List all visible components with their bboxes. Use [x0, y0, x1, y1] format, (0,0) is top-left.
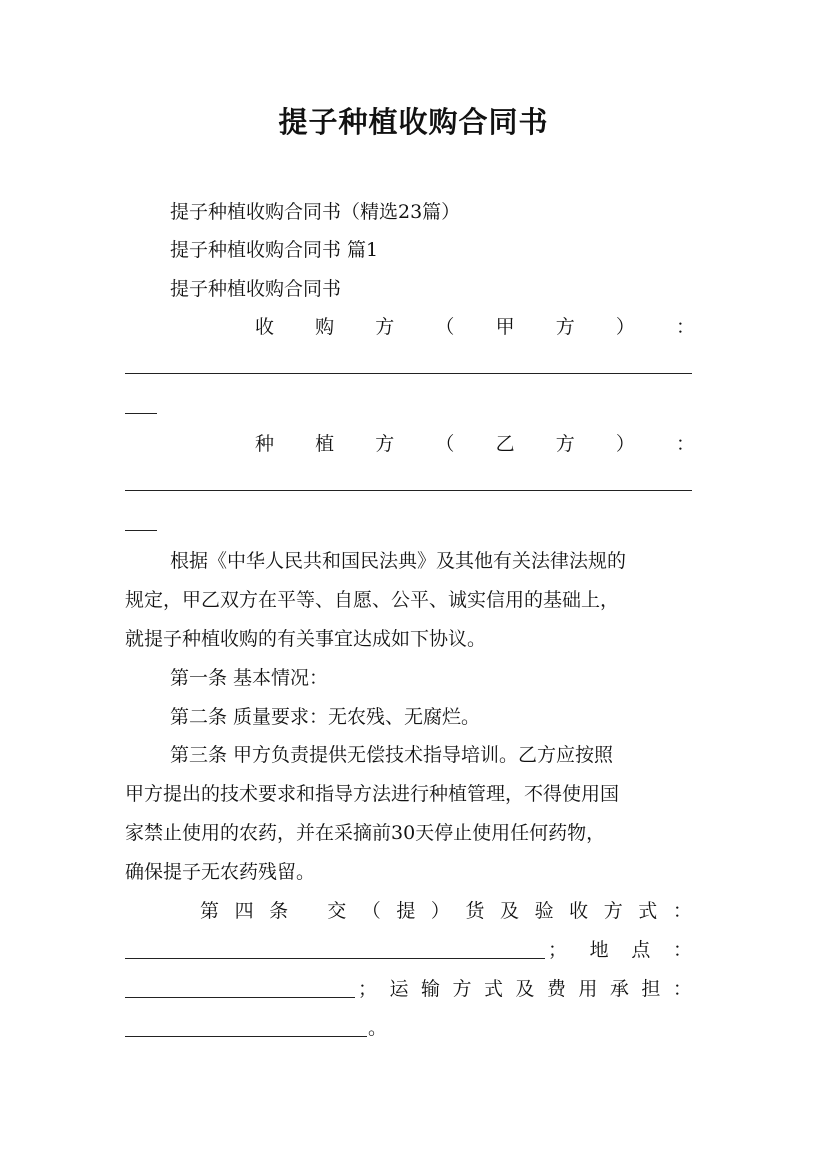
location-label: [548, 937, 692, 963]
buyer-char: 方: [375, 316, 395, 338]
article-3-line-1: 第三条 甲方负责提供无偿技术指导培训。乙方应按照: [170, 744, 614, 766]
buyer-label: [255, 314, 695, 340]
article-4-char: ：: [672, 900, 692, 922]
delivery-method-blank: [125, 958, 545, 959]
location-blank: [125, 997, 355, 998]
transport-label: [358, 976, 692, 1002]
buyer-char: ：: [675, 316, 695, 338]
grower-blank-line-end: [125, 530, 157, 531]
article-3-line-4: 确保提子无农药残留。: [125, 861, 316, 883]
location-char: 点: [631, 939, 651, 961]
grower-char: 方: [375, 433, 395, 455]
grower-char: （: [435, 433, 455, 455]
document-title: 提子种植收购合同书: [278, 105, 549, 139]
grower-char: 种: [255, 433, 275, 455]
article-3-line-2: 甲方提出的技术要求和指导方法进行种植管理，不得使用国: [125, 783, 620, 805]
intro-line-2: 提子种植收购合同书 篇1: [170, 239, 379, 261]
article-3-line-3: 家禁止使用的农药，并在采摘前30天停止使用任何药物，: [125, 822, 606, 844]
grower-char: 乙: [495, 433, 515, 455]
grower-char: 植: [315, 433, 335, 455]
buyer-char: （: [435, 316, 455, 338]
article-4-char: 式: [638, 900, 658, 922]
buyer-char: 甲: [495, 316, 515, 338]
transport-char: 及: [515, 978, 535, 1000]
article-1: 第一条 基本情况：: [170, 667, 329, 689]
article-4-char: 提: [396, 900, 416, 922]
end-mark: 。: [368, 1017, 388, 1039]
article-4-char: 条: [269, 900, 289, 922]
grower-blank-line: [125, 490, 692, 491]
grower-label: [255, 431, 695, 457]
transport-blank: [125, 1036, 367, 1037]
article-4-char: 第: [200, 900, 220, 922]
transport-char: 运: [389, 978, 409, 1000]
transport-char: ；: [358, 978, 378, 1000]
preamble-line-2: 规定，甲乙双方在平等、自愿、公平、诚实信用的基础上，: [125, 589, 620, 611]
transport-char: ：: [672, 978, 692, 1000]
grower-char: 方: [555, 433, 575, 455]
transport-char: 费: [546, 978, 566, 1000]
article-2: 第二条 质量要求：无农残、无腐烂。: [170, 706, 481, 728]
transport-char: 担: [641, 978, 661, 1000]
preamble-line-3: 就提子种植收购的有关事宜达成如下协议。: [125, 628, 487, 650]
transport-char: 用: [578, 978, 598, 1000]
buyer-char: 方: [555, 316, 575, 338]
article-4-char: ）: [430, 900, 450, 922]
location-char: 地: [589, 939, 609, 961]
intro-line-1: 提子种植收购合同书（精选23篇）: [170, 201, 461, 223]
buyer-char: 购: [315, 316, 335, 338]
article-4-char: 货: [465, 900, 485, 922]
article-4-char: 四: [234, 900, 254, 922]
article-4-char: 收: [569, 900, 589, 922]
grower-char: ）: [615, 433, 635, 455]
buyer-char: ）: [615, 316, 635, 338]
buyer-char: 收: [255, 316, 275, 338]
article-4-char: 交: [327, 900, 347, 922]
transport-char: 承: [609, 978, 629, 1000]
grower-char: ：: [675, 433, 695, 455]
location-char: ；: [548, 939, 568, 961]
intro-line-3: 提子种植收购合同书: [170, 278, 342, 300]
article-4-heading: [200, 898, 692, 924]
article-4-char: 验: [534, 900, 554, 922]
article-4-char: 方: [603, 900, 623, 922]
article-4-char: 及: [500, 900, 520, 922]
article-4-char: （: [361, 900, 381, 922]
transport-char: 输: [420, 978, 440, 1000]
location-char: ：: [672, 939, 692, 961]
buyer-blank-line-end: [125, 413, 157, 414]
preamble-line-1: 根据《中华人民共和国民法典》及其他有关法律法规的: [170, 550, 627, 572]
buyer-blank-line: [125, 373, 692, 374]
transport-char: 方: [452, 978, 472, 1000]
transport-char: 式: [483, 978, 503, 1000]
